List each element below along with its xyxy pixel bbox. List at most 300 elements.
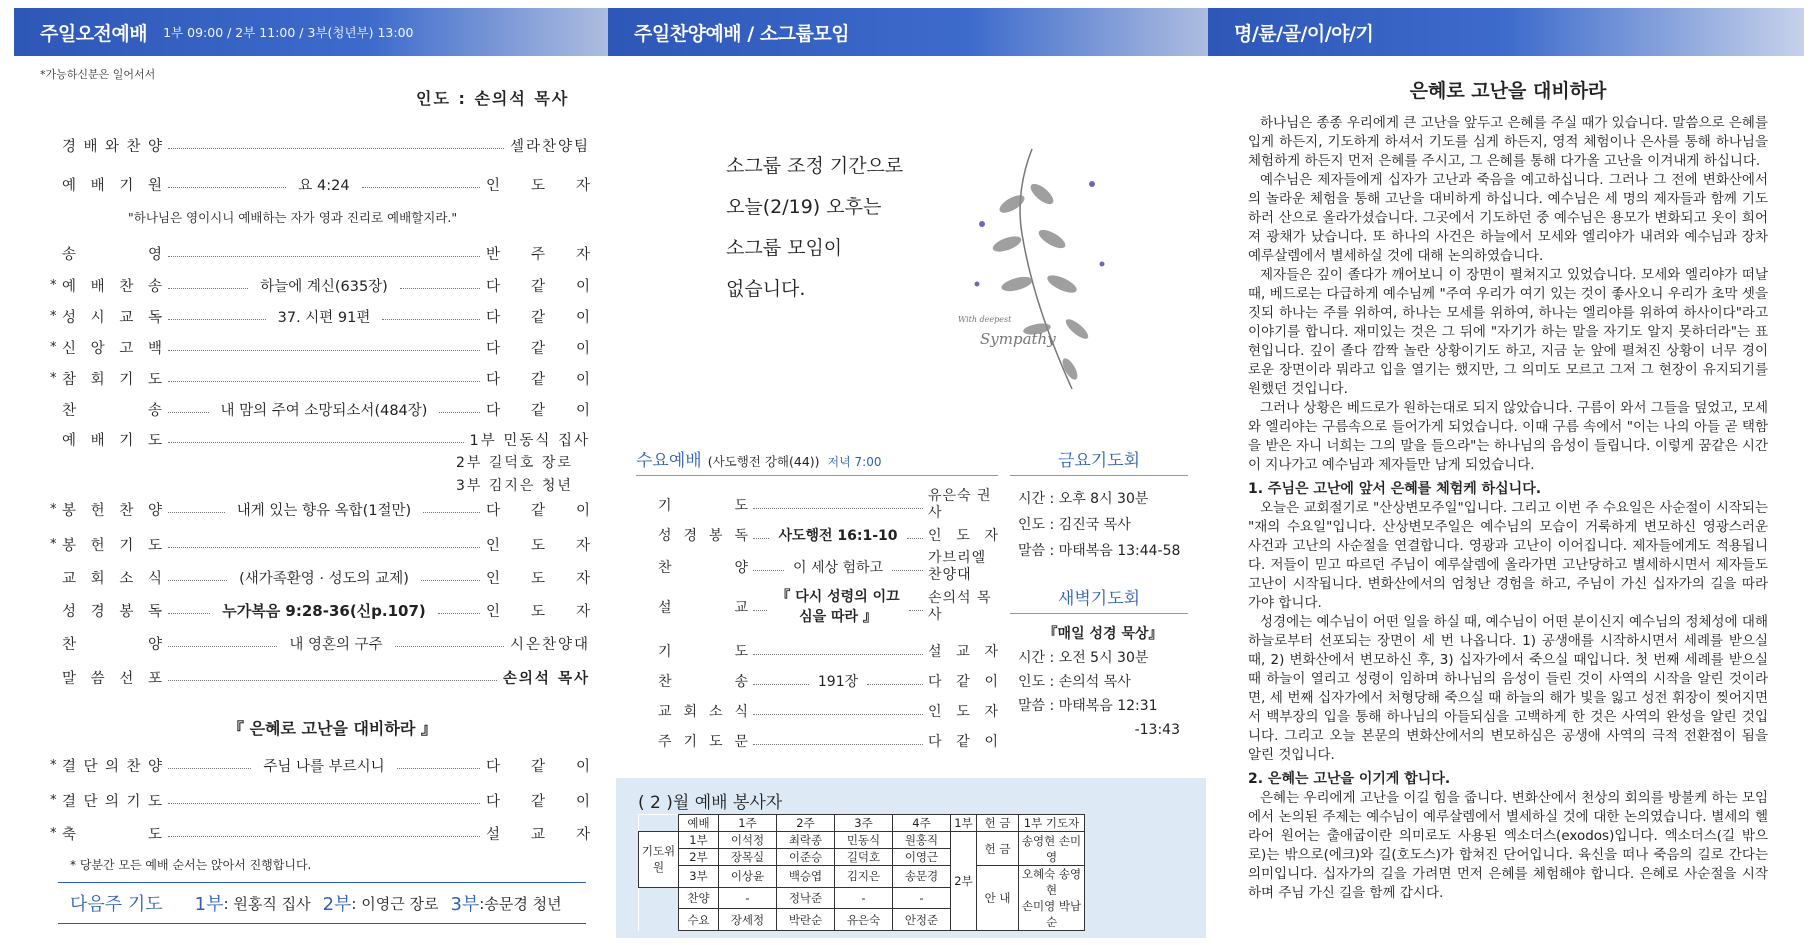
char: 다 — [486, 502, 501, 519]
usher-label: 안 내 — [977, 866, 1019, 931]
char: 의 — [104, 758, 119, 775]
order-person — [486, 567, 590, 588]
stand-mark: * — [50, 277, 57, 293]
leader-dots — [753, 508, 923, 509]
note-sit: * 당분간 모든 예배 순서는 앉아서 진행합니다. — [70, 858, 312, 872]
order-label — [62, 567, 162, 588]
char: 같 — [956, 674, 970, 690]
char: 다 — [928, 734, 942, 750]
char: 교 — [734, 600, 748, 616]
offering-names: 송영현 손미영 — [1019, 832, 1085, 866]
wed-label — [658, 495, 748, 515]
notice-line-3: 소그룹 모임이 — [726, 237, 843, 259]
char: 경 — [683, 528, 698, 544]
char: 예 — [62, 278, 77, 295]
th-prayer: 1부 기도자 — [1019, 815, 1085, 832]
char: 찬 — [62, 636, 77, 653]
leader-dots — [168, 412, 209, 413]
char: 도 — [531, 603, 546, 620]
char: 설 — [486, 826, 501, 843]
order-person — [486, 275, 590, 296]
char: 찬 — [658, 560, 672, 576]
char: 주 — [530, 246, 545, 263]
dawn-time: 시간 : 오전 5시 30분 — [1018, 650, 1149, 666]
leader-dots — [168, 646, 277, 647]
char: 같 — [956, 734, 970, 750]
char: 의 — [104, 793, 119, 810]
char: 다 — [486, 309, 501, 326]
wed-content: 이 세상 험하고 — [792, 560, 884, 576]
char: 기 — [683, 734, 698, 750]
order-content: 내게 있는 향유 옥합(1절만) — [236, 502, 412, 519]
wed-label — [658, 597, 748, 617]
char: 도 — [530, 177, 545, 194]
wed-time: 저녁 7:00 — [827, 455, 882, 469]
order-content: 주님 나를 부르시니 — [263, 758, 385, 775]
wed-subtitle: (사도행전 강해(44)) — [707, 454, 820, 469]
order-label — [62, 275, 162, 296]
header-title: 주일오전예배 — [40, 22, 148, 45]
notice-line-1: 소그룹 조정 기간으로 — [726, 155, 904, 177]
sermon-title: 『 은혜로 고난을 대비하라 』 — [228, 719, 437, 738]
wed-content: 191장 — [817, 674, 859, 690]
paragraph: 제자들은 깊이 졸다가 깨어보니 이 장면이 펼쳐지고 있었습니다. 모세와 엘리야가 떠날 때, 베드로는 다급하게 예수님께 "주여 우리가 여기 있는 것이 좋사오니 우리가 초막 셋을 짓되 하나는 주를 위하여, 하나는 모세를 위하여, 하나는 엘리야를 위하여 하사이다"라고 이야기를 합니다. 재미있는 것은 그 뒤에 "자기가 하는 말을 자기도 알지 못하더라"는 표현입니다. 깊이 졸다 깜짝 놀란 상황이기도 하고, 지금 눈 앞에 펼쳐진 상황이 너무 경이로운 장면이라 뭐라고 입을 열기는 했지만, 그 의미도 모르고 그저 그 현장이 유지되기를 원했던 것입니다. — [1248, 267, 1768, 397]
order-content: 내 영혼의 구주 — [289, 636, 383, 653]
char: 다 — [486, 278, 501, 295]
friday-time: 시간 : 오후 8시 30분 — [1018, 491, 1149, 507]
order-person — [486, 399, 590, 420]
next-week-label: 다음주 기도 — [70, 894, 163, 915]
order-person — [486, 534, 590, 555]
char: 자 — [984, 644, 998, 660]
char: 송 — [147, 402, 162, 419]
friday-word: 말씀 : 마태복음 13:44-58 — [1018, 543, 1181, 559]
char: 기 — [119, 537, 134, 554]
order-row — [62, 173, 590, 195]
service-leader: 인도 : 손의석 목사 — [416, 89, 570, 108]
dawn-title: 새벽기도회 — [1010, 584, 1188, 614]
order-label — [62, 368, 162, 389]
order-row — [50, 305, 590, 327]
friday-leader: 인도 : 김진국 목사 — [1018, 517, 1131, 533]
article-body — [1248, 114, 1768, 903]
char: 원 — [147, 177, 162, 194]
char: 배 — [90, 177, 105, 194]
paragraph: 예수님은 제자들에게 십자가 고난과 죽음을 예고하십니다. 그러나 그 전에 변화산에서의 놀라운 체험을 통해 고난을 대비하게 하십니다. 예수님은 세 명의 제자들과 함께 기도하러 산으로 올라가셨습니다. 그곳에서 기도하던 중 예수님은 용모가 변화되고 옷이 희어져 광채가 났습니다. 또 하나의 사건은 하늘에서 모세와 엘리야가 내려와 예수님과 장차 예루살렘에서 별세하실 것에 대해 논의하였습니다. — [1248, 172, 1768, 264]
order-label — [62, 135, 162, 156]
char: 같 — [530, 340, 545, 357]
order-label — [62, 633, 162, 654]
cell: 김지은 — [835, 866, 893, 888]
char: 같 — [530, 502, 545, 519]
order-label — [62, 755, 162, 776]
char: 인 — [486, 177, 501, 194]
paragraph: 은혜는 우리에게 고난을 이길 힘을 줍니다. 변화산에서 천상의 회의를 방불케 하는 모임에서 논의된 주제는 예수님이 예루살렘에서 별세하실 것에 대한 논의였습니다. 별세의 헬라어 원어는 출애굽이란 의미로도 사용된 엑소더스(exodos)입니다. 엑소더스(길 밖으로)는 밖으로(에크)와 길(호도스)가 합쳐진 단어입니다. 육신을 떠나 죽음의 길로 간다는 의미입니다. 십자가의 길을 가려면 먼저 은혜를 체험해야 합니다. 은혜로 사순절을 시작하며 주님 가신 길을 함께 갑시다. — [1248, 790, 1768, 901]
cell: 3부 — [679, 866, 719, 888]
leader-dots — [867, 684, 923, 685]
char: 결 — [62, 758, 77, 775]
leader-dots — [168, 319, 266, 320]
wed-person — [928, 731, 998, 751]
leader-dots — [438, 613, 480, 614]
wed-title: 수요예배 — [636, 451, 702, 471]
char: 양 — [147, 636, 162, 653]
card-text-2: Sympathy — [980, 330, 1056, 348]
leader-dots — [753, 570, 784, 571]
char: 이 — [575, 340, 590, 357]
char: 도 — [147, 371, 162, 388]
cell: 안정준 — [893, 909, 951, 931]
leader-dots — [168, 256, 480, 257]
char: 기 — [658, 498, 672, 514]
next-n2: : 이영근 장로 — [351, 894, 439, 913]
th-w4: 4주 — [893, 815, 951, 832]
stand-mark: * — [50, 792, 57, 808]
char: 자 — [575, 246, 590, 263]
th-w1: 1주 — [719, 815, 777, 832]
char: 기 — [119, 432, 134, 449]
char: 회 — [90, 570, 105, 587]
char: 양 — [734, 560, 748, 576]
wed-person: 손의석 목사 — [928, 590, 992, 623]
char: 양 — [147, 758, 162, 775]
wed-person — [928, 641, 998, 661]
dawn-word: 말씀 : 마태복음 12:31 — [1018, 698, 1158, 714]
cell: 장세정 — [719, 909, 777, 931]
order-person — [486, 499, 590, 520]
order-row — [50, 533, 590, 555]
char: 이 — [575, 502, 590, 519]
order-row — [62, 666, 590, 688]
char: 같 — [530, 793, 545, 810]
char: 주 — [658, 734, 672, 750]
header-story — [1208, 8, 1804, 56]
wed-row — [658, 589, 998, 625]
char: 기 — [658, 644, 672, 660]
article-title: 은혜로 고난을 대비하라 — [1409, 80, 1607, 102]
char: 이 — [575, 402, 590, 419]
char: 다 — [486, 402, 501, 419]
order-row — [62, 398, 590, 420]
char: 이 — [575, 758, 590, 775]
char: 인 — [486, 603, 501, 620]
wed-label — [658, 731, 748, 751]
order-content: 37. 시편 91편 — [277, 309, 371, 326]
char: 시 — [90, 309, 105, 326]
char: 기 — [119, 177, 134, 194]
char: 헌 — [90, 502, 105, 519]
char: 말 — [62, 670, 77, 687]
order-person — [486, 337, 590, 358]
leader-dots — [168, 613, 210, 614]
char: 기 — [119, 371, 134, 388]
leader-dots — [362, 187, 480, 188]
char: 교 — [956, 644, 970, 660]
wed-row — [658, 730, 998, 752]
next-p2: 2부 — [322, 894, 352, 915]
order-label — [62, 429, 162, 450]
leader-dots — [753, 744, 923, 745]
cell: 수요 — [679, 909, 719, 931]
notice-line-2: 오늘(2/19) 오후는 — [726, 196, 882, 218]
cell: 이준승 — [777, 849, 835, 866]
order-label — [62, 823, 162, 844]
leader-dots — [395, 646, 504, 647]
leader-dots — [400, 288, 480, 289]
order-person: 1부 민동식 집사 — [469, 432, 590, 449]
leader-dots — [168, 288, 248, 289]
char: 식 — [734, 704, 748, 720]
order-person — [486, 790, 590, 811]
char: 다 — [486, 340, 501, 357]
next-week-prayer — [58, 882, 586, 924]
order-content: (새가족환영 · 성도의 교제) — [239, 570, 409, 587]
wed-label — [658, 525, 748, 545]
cell: 찬양 — [679, 887, 719, 909]
char: 도 — [147, 537, 162, 554]
char: 이 — [575, 371, 590, 388]
cell: 2부 — [679, 849, 719, 866]
char: 교 — [62, 570, 77, 587]
paragraph: 성경에는 예수님이 어떤 일을 하실 때, 예수님이 어떤 분이신지 예수님의 정체성에 대해 하늘로부터 선포되는 장면이 세 번 나옵니다. 1) 공생애를 시작하시면서 세례를 받으실 때, 2) 변화산에서 변모하신 후, 3) 십자가에서 죽으실 때입니다. 첫 번째 세례를 받으실 때 하늘이 열리고 성령이 임하며 하나님의 음성이 들린 것이 사역의 시작을 알린 것이라면, 세 번째 십자가에서 처형당해 죽으실 때 하늘의 해가 빛을 잃고 성전 휘장이 찢어지면서 백부장의 입을 통해 하나님의 아들되심을 고백하게 한 것은 사역의 완성을 알린 것입니다. 그리고 오늘 본문의 변화산에서의 변모하심은 공생애 사역의 극적 전환점이 됨을 알린 것입니다. — [1248, 614, 1768, 763]
char: 예 — [62, 177, 77, 194]
char: 설 — [928, 644, 942, 660]
stand-mark: * — [50, 501, 57, 517]
char: 소 — [119, 570, 134, 587]
cell: 길덕호 — [835, 849, 893, 866]
char: 와 — [104, 138, 119, 155]
stand-mark: * — [50, 825, 57, 841]
char: 성 — [658, 528, 672, 544]
card-text-1: With deepest — [958, 315, 1012, 324]
leader-dots — [168, 680, 497, 681]
char: 회 — [683, 704, 698, 720]
order-row — [50, 498, 590, 520]
header-times: 1부 09:00 / 2부 11:00 / 3부(청년부) 13:00 — [163, 25, 414, 40]
cell: - — [719, 887, 777, 909]
wed-person: 유은숙 권사 — [928, 488, 992, 521]
paragraph: 오늘은 교회절기로 "산상변모주일"입니다. 그리고 이번 주 수요일은 사순절이 시작되는 "재의 수요일"입니다. 산상변모주일은 예수님의 모습이 거룩하게 변모하신 영광스러운 사건과 고난의 사순절을 연결합니다. 영광과 고난이 이어집니다. 제자들에게도 적용됩니다. 저들이 믿고 따르던 주님이 예루살렘에 올라가면 고난당하고 별세하시면서 제자들도 고난이 시작됩니다. 변화산에서의 엄청난 경험을 하고, 주님이 가신 십자가의 길을 따라가야 합니다. — [1248, 500, 1768, 611]
leader-dots — [168, 512, 225, 513]
cell: 유은숙 — [835, 909, 893, 931]
char: 다 — [928, 674, 942, 690]
char: 자 — [575, 570, 590, 587]
cell: 민동식 — [835, 832, 893, 849]
char: 찬 — [658, 674, 672, 690]
char: 경 — [62, 138, 77, 155]
th-service: 예배 — [679, 815, 719, 832]
note-stand: *가능하신분은 일어서서 — [40, 68, 156, 81]
order-label — [62, 790, 162, 811]
header-morning-service — [14, 8, 608, 56]
char: 이 — [984, 734, 998, 750]
order-row — [50, 754, 590, 776]
char: 소 — [708, 704, 723, 720]
char: 배 — [83, 138, 98, 155]
order-label — [62, 243, 162, 264]
char: 찬 — [126, 758, 141, 775]
cell: 이영근 — [893, 849, 951, 866]
order-label — [62, 306, 162, 327]
char: 신 — [62, 340, 77, 357]
order-person — [486, 755, 590, 776]
wed-label — [658, 701, 748, 721]
char: 백 — [147, 340, 162, 357]
char: 독 — [147, 603, 162, 620]
order-label — [62, 499, 162, 520]
char: 고 — [119, 340, 134, 357]
cell: 장목실 — [719, 849, 777, 866]
char: 회 — [90, 371, 105, 388]
order-row — [50, 367, 590, 389]
header-title-3: 명/륜/골/이/야/기 — [1234, 22, 1374, 45]
order-person — [486, 174, 590, 195]
char: 같 — [530, 309, 545, 326]
next-p3: 3부 — [450, 894, 480, 915]
char: 자 — [984, 528, 998, 544]
stand-mark: * — [50, 757, 57, 773]
char: 교 — [658, 704, 672, 720]
wed-row — [658, 640, 998, 662]
wed-row — [658, 700, 998, 722]
order-label — [62, 667, 162, 688]
char: 설 — [658, 600, 672, 616]
char: 식 — [147, 570, 162, 587]
dawn-word-cont: -13:43 — [1134, 722, 1180, 738]
char: 양 — [147, 502, 162, 519]
usher-line-2: 손미영 박남순 — [1021, 899, 1082, 929]
order-row — [50, 274, 590, 296]
paragraph: 그러나 상황은 베드로가 원하는대로 되지 않았습니다. 구름이 와서 그들을 덮었고, 모세와 엘리야는 구름속으로 들어가게 되었습니다. 이때 구름 속에서 "이는 나의 아들 곧 택함을 받은 자니 너희는 그의 말을 들으라"는 하나님의 음성이 들립니다. 이렇게 꿈같은 시간이 지나가고 예수님과 제자들만 남게 되었습니다. — [1248, 400, 1768, 473]
char: 자 — [575, 603, 590, 620]
prayer-3: 3부 김지은 청년 — [456, 478, 573, 494]
order-person — [486, 368, 590, 389]
wed-row — [658, 488, 998, 521]
leader-dots — [892, 570, 923, 571]
char: 도 — [147, 826, 162, 843]
offering-label: 헌 금 — [977, 832, 1019, 866]
wed-row — [658, 524, 998, 546]
header-title-2: 주일찬양예배 / 소그룹모임 — [634, 22, 850, 45]
order-label — [62, 337, 162, 358]
order-label — [62, 174, 162, 195]
stand-mark: * — [50, 339, 57, 355]
leader-dots — [423, 512, 480, 513]
char: 문 — [734, 734, 748, 750]
char: 찬 — [119, 502, 134, 519]
cell: 이상윤 — [719, 866, 777, 888]
char: 인 — [928, 704, 942, 720]
char: 다 — [486, 758, 501, 775]
char: 도 — [734, 644, 748, 660]
char: 헌 — [90, 537, 105, 554]
usher-line-1: 오혜숙 송영현 — [1021, 867, 1082, 897]
char: 봉 — [62, 502, 77, 519]
leader-dots — [168, 803, 480, 804]
leader-dots — [421, 580, 480, 581]
cell: 최락종 — [777, 832, 835, 849]
char: 도 — [956, 704, 970, 720]
cell: - — [893, 887, 951, 909]
stand-mark: * — [50, 308, 57, 324]
order-row — [62, 134, 590, 156]
leader-dots — [168, 381, 480, 382]
next-p1: 1부 — [194, 894, 224, 915]
char: 반 — [486, 246, 501, 263]
char: 성 — [62, 603, 77, 620]
char: 같 — [530, 402, 545, 419]
leader-dots — [753, 538, 769, 539]
wed-label — [658, 671, 748, 691]
char: 인 — [486, 537, 501, 554]
char: 같 — [530, 758, 545, 775]
group-label: 기도위원 — [639, 832, 679, 888]
verse-quote: "하나님은 영이시니 예배하는 자가 영과 진리로 예배할지라." — [128, 210, 458, 225]
order-content: 누가복음 9:28-36(신p.107) — [222, 601, 426, 620]
char: 자 — [575, 177, 590, 194]
wednesday-service-title — [636, 446, 998, 476]
order-label — [62, 600, 162, 621]
char: 송 — [147, 278, 162, 295]
cell: 이석정 — [719, 832, 777, 849]
char: 교 — [119, 309, 134, 326]
volunteer-table — [638, 814, 1085, 931]
char: 봉 — [119, 603, 134, 620]
leader-dots — [909, 610, 923, 611]
char: 예 — [62, 432, 77, 449]
char: 선 — [119, 670, 134, 687]
header-praise-service — [608, 8, 1208, 56]
char: 양 — [147, 138, 162, 155]
char: 찬 — [126, 138, 141, 155]
leader-dots — [753, 714, 923, 715]
char: 인 — [486, 570, 501, 587]
wed-person — [928, 701, 998, 721]
cell: - — [835, 887, 893, 909]
order-row — [62, 242, 590, 264]
wed-person — [928, 525, 998, 545]
char: 배 — [90, 432, 105, 449]
char: 다 — [486, 793, 501, 810]
wed-person: 가브리엘 찬양대 — [928, 550, 987, 583]
char: 단 — [83, 758, 98, 775]
char: 자 — [575, 826, 590, 843]
char: 찬 — [119, 278, 134, 295]
char: 결 — [62, 793, 77, 810]
volunteer-title: ( 2 )월 예배 봉사자 — [638, 793, 783, 813]
char: 성 — [62, 309, 77, 326]
char: 축 — [62, 826, 77, 843]
leader-dots — [168, 350, 480, 351]
th-w3: 3주 — [835, 815, 893, 832]
leader-dots — [168, 547, 480, 548]
wed-content: 사도행전 16:1-10 — [778, 528, 898, 544]
char: 이 — [575, 309, 590, 326]
cell: 1부 — [679, 832, 719, 849]
char: 이 — [575, 793, 590, 810]
cell: 송문경 — [893, 866, 951, 888]
leader-dots — [168, 442, 464, 443]
cell: 정낙준 — [777, 887, 835, 909]
section-heading-2: 2. 은혜는 고난을 이기게 합니다. — [1248, 771, 1451, 787]
section-heading-1: 1. 주님은 고난에 앞서 은혜를 체험케 하십니다. — [1248, 481, 1542, 497]
cell: 원홍직 — [893, 832, 951, 849]
char: 경 — [90, 603, 105, 620]
char: 독 — [147, 309, 162, 326]
wed-person — [928, 671, 998, 691]
order-content: 요 4:24 — [298, 177, 350, 194]
leader-dots — [753, 610, 767, 611]
